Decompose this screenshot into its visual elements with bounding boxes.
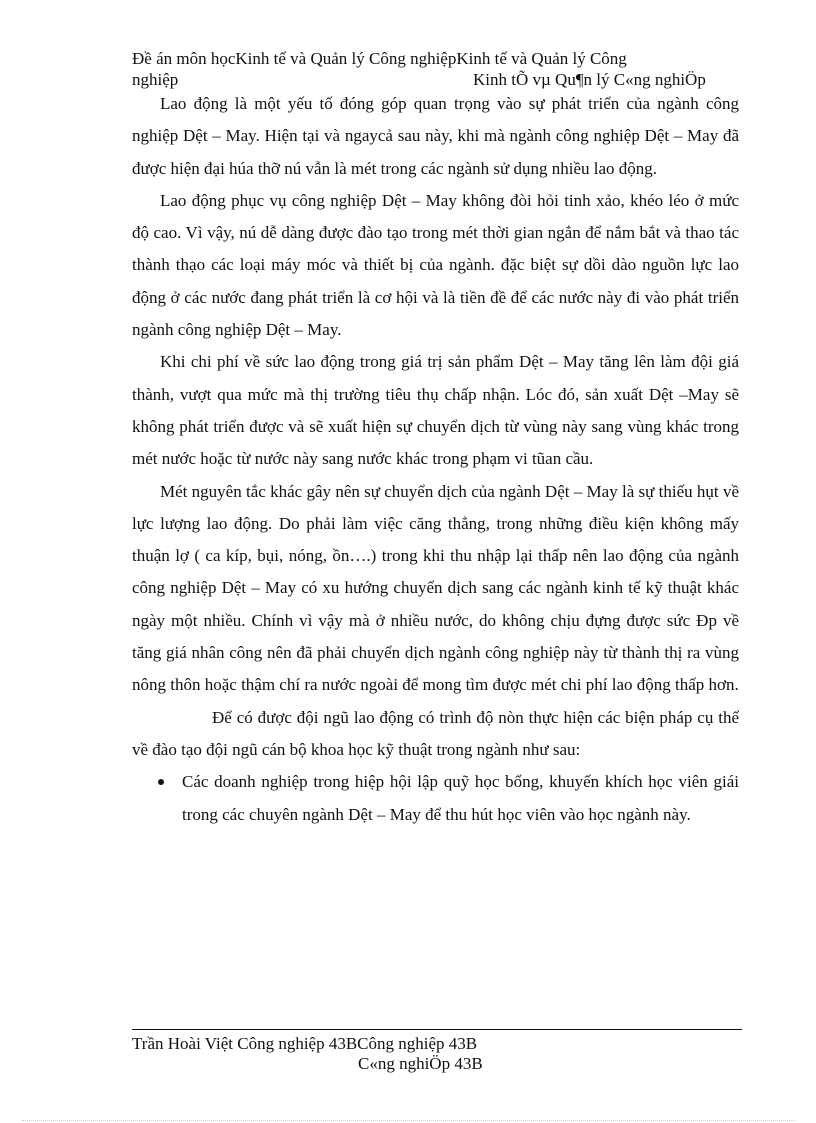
list-item [132,766,739,831]
footer-line-2: C«ng nghiÖp 43B [358,1054,483,1073]
header-line-1: Đề án môn họcKinh tế và Quản lý Công nghiệpKinh tế và Quản lý Công [132,49,627,68]
page-bottom-edge [22,1120,794,1121]
footer-line-1: Trần Hoài Việt Công nghiệp 43BCông nghiệp 43B [132,1034,478,1053]
paragraph-2: Lao động phục vụ công nghiệp Dệt – May không đòi hỏi tinh xảo, khéo léo ở mức độ cao. Vì vậy, nú dễ dàng được đào tạo trong mét thời gian ngắn để nắm bắt và thao tác thành thạo các loại máy móc và thiết bị của ngành. đặc biệt sự dồi dào nguồn lực lao động ở các nước đang phát triển là cơ hội và là tiền đề để các nước này đi vào phát triển ngành công nghiệp Dệt – May. [132,190,739,340]
page-footer [132,1034,742,1074]
header-line-2-right: Kinh tÕ vµ Qu¶n lý C«ng nghiÖp [473,70,706,89]
footer-divider [132,1029,742,1030]
page-header [132,48,742,90]
paragraph-3: Khi chi phí về sức lao động trong giá trị sản phẩm Dệt – May tăng lên làm đội giá thành, vượt qua mức mà thị trường tiêu thụ chấp nhận. Lóc đó, sản xuất Dệt –May sẽ không phát triển được và sẽ xuất hiện sự chuyển dịch từ vùng này sang vùng khác trong mét nước hoặc từ nước này sang nước khác trong phạm vi tũan cầu. [132,352,739,469]
bullet-list [132,766,739,831]
bullet-dot-icon [158,779,164,785]
header-line-2 [132,69,742,90]
paragraph-4: Mét nguyên tắc khác gây nên sự chuyển dịch của ngành Dệt – May là sự thiếu hụt về lực lượng lao động. Do phải làm việc căng thẳng, trong những điều kiện không mấy thuận lợ ( ca kíp, bụi, nóng, ồn….) trong khi thu nhập lại thấp nên lao động của ngành công nghiệp Dệt – May có xu hướng chuyển dịch sang các ngành kinh tế kỹ thuật khác ngày một nhiều. Chính vì vậy mà ở nhiều nước, do không chịu đựng được sức Đp về tăng giá nhân công nên đã phải chuyển dịch ngành công nghiệp này từ thành thị ra vùng nông thôn hoặc thậm chí ra nước ngoài để mong tìm được mét chi phí lao động thấp hơn. [132,481,739,695]
paragraph-5: Để có được đội ngũ lao động có trình độ nòn thực hiện các biện pháp cụ thể về đào tạo đội ngũ cán bộ khoa học kỹ thuật trong ngành như sau: [132,707,739,759]
paragraph-1: Lao động là một yếu tố đóng góp quan trọng vào sự phát triển của ngành công nghiệp Dệt – May. Hiện tại và ngaycả sau này, khi mà ngành công nghiệp Dệt – May đã được hiện đại húa thỡ nú vẫn là mét trong các ngành sử dụng nhiều lao động. [132,94,739,178]
list-item-text: Các doanh nghiệp trong hiệp hội lập quỹ học bổng, khuyến khích học viên giái trong các chuyên ngành Dệt – May để thu hút học viên vào học ngành này. [182,772,739,824]
document-body [132,88,739,831]
header-line-2-left: nghiệp [132,70,179,89]
